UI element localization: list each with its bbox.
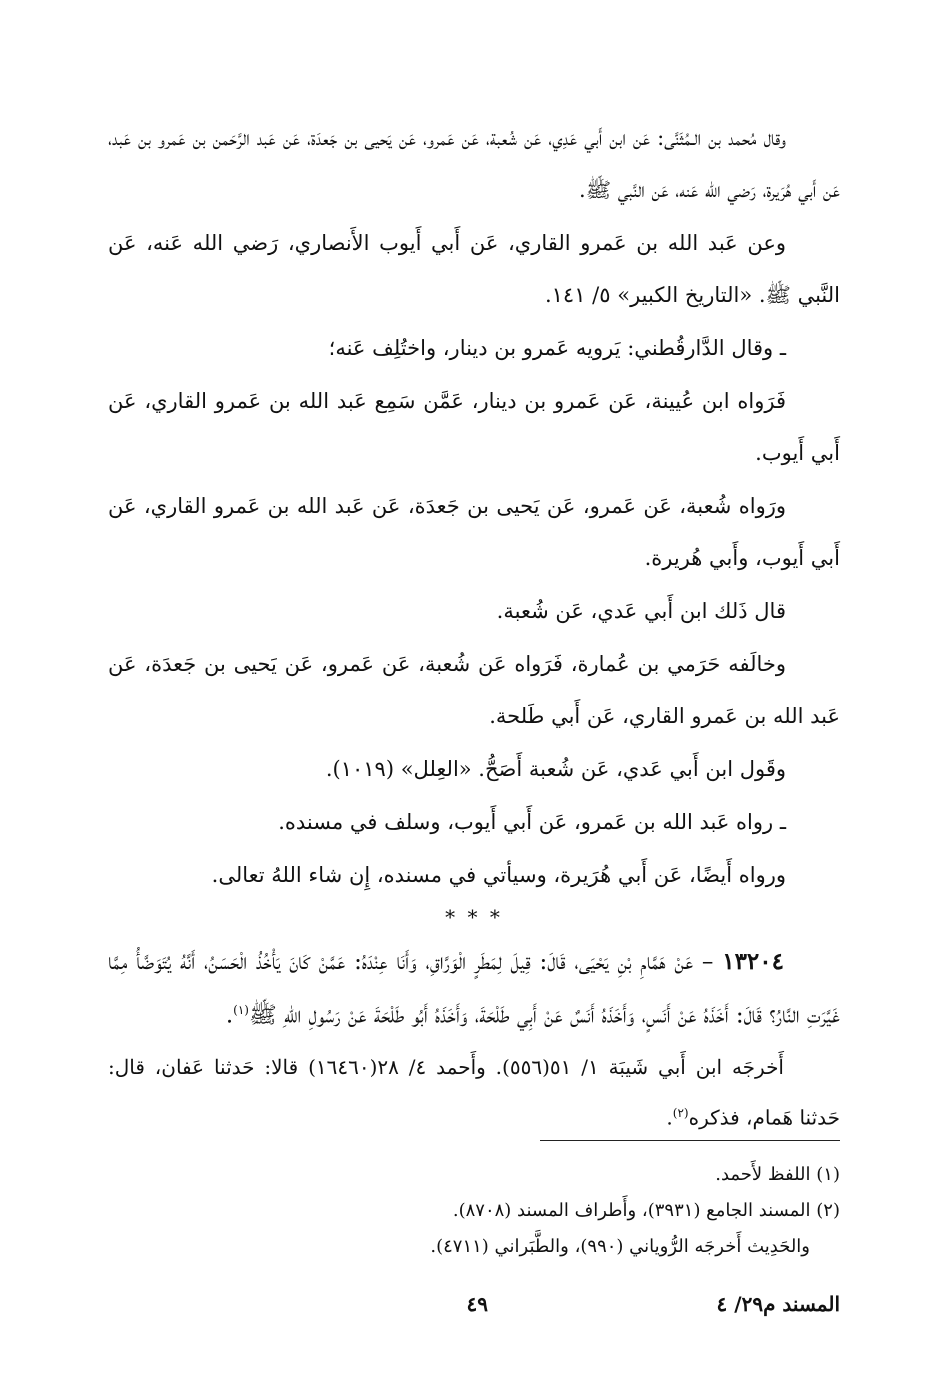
commentary-paragraph: قال ذَلك ابن أَبي عَدي، عَن شُعبة. <box>496 599 786 623</box>
commentary-paragraph: وعن عَبد الله بن عَمرو القاري، عَن أَبي أَيوب الأَنصاري، رَضي الله عَنه، عَن النَّبي ﷺ. «التاريخ الكبير» ٥/ ١٤١. <box>108 231 840 307</box>
page-number: ٤٩ <box>466 1292 488 1316</box>
source-attribution <box>108 1044 840 1141</box>
page-footer <box>108 1292 840 1332</box>
commentary-paragraph: ـ وقال الدَّارقُطني: يَرويه عَمرو بن دينار، واختُلِف عَنه؛ <box>328 336 786 360</box>
section-separator: * * * <box>445 905 503 929</box>
footnote-divider <box>540 1140 840 1141</box>
footnotes <box>108 1157 840 1265</box>
source-body: أَخرجَه ابن أَبي شَيبَة ١/ ٥١(٥٥٦). وأَحمد ٤/ ٢٨(١٦٤٦٠) قالا: حَدثنا عَفان، قال: حَدثنا هَمام، فذكره <box>108 1054 840 1130</box>
commentary-paragraph: فَرَواه ابن عُيينة، عَن عَمرو بن دينار، عَمَّن سَمِع عَبد الله بن عَمرو القاري، عَن أَبي أَيوب. <box>108 389 840 465</box>
book-volume-label: المسند م٢٩/ ٤ <box>716 1292 840 1316</box>
hadith-text <box>108 938 840 1040</box>
document-page <box>108 112 840 1352</box>
hadith-body: – عَنْ هَمَّامِ بْنِ يَحْيَى، قَالَ: قِيلَ لِمَطَرٍ الْوَرَّاقِ، وَأَنَا عِنْدَهُ: عَمَّنْ كَانَ يَأْخُذُ الْحَسَنُ، أَنَّهُ يُتَوَضَّأُ مِمَّا غَيَّرَتِ النَّارُ؟ قَالَ: أَخَذَهُ عَنْ أَنَسٍ، وَأَخَذَهُ أَنَسٌ عَنْ أَبِي طَلْحَةَ، وَأَخَذَهُ أَبُو طَلْحَةَ عَنْ رَسُولِ اللهِ ﷺ <box>108 949 840 1029</box>
hadith-end: . <box>225 1002 234 1029</box>
footnote-ref: (١) <box>233 1003 249 1017</box>
source-end: . <box>666 1105 673 1130</box>
hadith-number: ١٣٢٠٤ <box>722 948 784 975</box>
commentary-paragraph: وخالَفه حَرَمي بن عُمارة، فَرَواه عَن شُعبة، عَن عَمرو، عَن يَحيى بن جَعدَة، عَن عَبد الله بن عَمرو القاري، عَن أَبي طَلحة. <box>108 652 840 728</box>
commentary-paragraph: وقال مُحمد بن الـمُثَنَّى: عَن ابن أَبي عَدِي، عَن شُعبة، عَن عَمرو، عَن يَحيى بن جَعدَة، عَن عَبد الرَّحَمن بن عَمرو بن عَبد، عَن أَبي هُرَيرة، رَضي الله عَنه، عَن النَّبي ﷺ. <box>108 126 840 202</box>
commentary-paragraph: ـ رواه عَبد الله بن عَمرو، عَن أَبي أَيوب، وسلف في مسنده. <box>278 810 786 834</box>
footnote-line: (٢) المسند الجامع (٣٩٣١)، وأَطراف المسند (٨٧٠٨). <box>452 1200 840 1221</box>
commentary-paragraph: وقَول ابن أَبي عَدي، عَن شُعبة أَصَحُّ. «العِلل» (١٠١٩). <box>325 757 786 781</box>
commentary-section <box>108 112 840 901</box>
footnote-ref: (٢) <box>672 1105 689 1120</box>
footnote-line: (١) اللفظ لأَحمد. <box>715 1164 840 1185</box>
commentary-paragraph: ورواه أَيضًا، عَن أَبي هُرَيرة، وسيأتي في مسنده، إِن شاء اللهُ تعالى. <box>211 863 786 887</box>
footnote-line: والحَدِيث أَخرجَه الرُّوياني (٩٩٠)، والطَّبَراني (٤٧١١). <box>430 1236 810 1257</box>
commentary-paragraph: ورَواه شُعبة، عَن عَمرو، عَن يَحيى بن جَعدَة، عَن عَبد الله بن عَمرو القاري، عَن أَبي أَيوب، وأَبي هُريرة. <box>108 494 840 570</box>
